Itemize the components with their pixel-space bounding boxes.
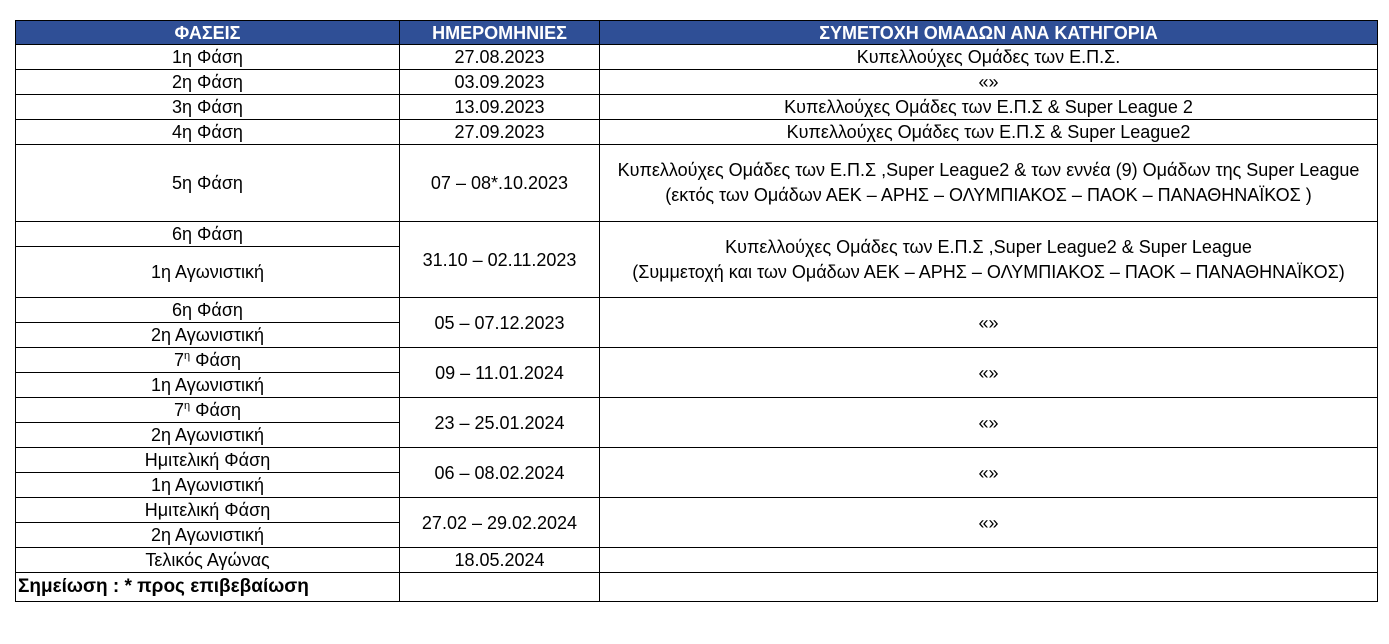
phase-cell: Τελικός Αγώνας	[16, 548, 400, 573]
date-cell: 05 – 07.12.2023	[400, 298, 600, 348]
phase-cell: 3η Φάση	[16, 95, 400, 120]
table-row	[16, 70, 1378, 95]
date-cell: 07 – 08*.10.2023	[400, 145, 600, 222]
table-row	[16, 45, 1378, 70]
empty-cell	[600, 573, 1378, 602]
note-row	[16, 573, 1378, 602]
note-text: Σημείωση : * προς επιβεβαίωση	[16, 573, 400, 602]
table-row	[16, 145, 1378, 222]
participation-cell: «»	[600, 298, 1378, 348]
header-dates: ΗΜΕΡΟΜΗΝΙΕΣ	[400, 21, 600, 45]
date-cell: 27.02 – 29.02.2024	[400, 498, 600, 548]
participation-cell: «»	[600, 448, 1378, 498]
date-cell: 31.10 – 02.11.2023	[400, 222, 600, 298]
phase-cell: 4η Φάση	[16, 120, 400, 145]
phase-cell: 6η Φάση	[16, 298, 400, 323]
round-cell: 1η Αγωνιστική	[16, 247, 400, 298]
table-row	[16, 222, 1378, 247]
header-phases: ΦΑΣΕΙΣ	[16, 21, 400, 45]
participation-line: (Συμμετοχή και των Ομάδων ΑΕΚ – ΑΡΗΣ – ΟΛΥΜΠΙΑΚΟΣ – ΠΑΟΚ – ΠΑΝΑΘΗΝΑΪΚΟΣ)	[632, 261, 1345, 282]
participation-cell: «»	[600, 498, 1378, 548]
participation-cell: «»	[600, 348, 1378, 398]
phase-cell: 2η Φάση	[16, 70, 400, 95]
header-row	[16, 21, 1378, 45]
participation-cell: «»	[600, 70, 1378, 95]
round-cell: 2η Αγωνιστική	[16, 323, 400, 348]
empty-cell	[400, 573, 600, 602]
phase-cell: 5η Φάση	[16, 145, 400, 222]
date-cell: 03.09.2023	[400, 70, 600, 95]
date-cell: 13.09.2023	[400, 95, 600, 120]
participation-cell: Κυπελλούχες Ομάδες των Ε.Π.Σ & Super League 2	[600, 95, 1378, 120]
round-cell: 1η Αγωνιστική	[16, 473, 400, 498]
phase-cell: Ημιτελική Φάση	[16, 498, 400, 523]
participation-cell	[600, 548, 1378, 573]
participation-cell: «»	[600, 398, 1378, 448]
date-cell: 27.08.2023	[400, 45, 600, 70]
phase-cell: $7^\eta$ Φάση	[16, 348, 400, 373]
round-cell: 2η Αγωνιστική	[16, 523, 400, 548]
schedule-table	[15, 20, 1378, 602]
table-row	[16, 120, 1378, 145]
phase-cell: 1η Φάση	[16, 45, 400, 70]
participation-cell: Κυπελλούχες Ομάδες των Ε.Π.Σ.	[600, 45, 1378, 70]
table-row	[16, 448, 1378, 473]
table-row	[16, 548, 1378, 573]
table-row	[16, 298, 1378, 323]
phase-cell: Ημιτελική Φάση	[16, 448, 400, 473]
date-cell: 09 – 11.01.2024	[400, 348, 600, 398]
round-cell: 1η Αγωνιστική	[16, 373, 400, 398]
table-row	[16, 398, 1378, 423]
header-participation: ΣΥΜΕΤΟΧΗ ΟΜΑΔΩΝ ΑΝΑ ΚΑΤΗΓΟΡΙΑ	[600, 21, 1378, 45]
date-cell: 18.05.2024	[400, 548, 600, 573]
date-cell: 06 – 08.02.2024	[400, 448, 600, 498]
round-cell: 2η Αγωνιστική	[16, 423, 400, 448]
date-cell: 23 – 25.01.2024	[400, 398, 600, 448]
participation-cell: Κυπελλούχες Ομάδες των Ε.Π.Σ ,Super League2 & των εννέα (9) Ομάδων της Super League (εκτός των Ομάδων ΑΕΚ – ΑΡΗΣ – ΟΛΥΜΠΙΑΚΟΣ – ΠΑΟΚ – ΠΑΝΑΘΗΝΑΪΚΟΣ )	[600, 145, 1378, 222]
participation-line: Κυπελλούχες Ομάδες των Ε.Π.Σ ,Super League2 & Super League	[725, 236, 1252, 257]
table-row	[16, 348, 1378, 373]
table-row	[16, 498, 1378, 523]
phase-cell: 6η Φάση	[16, 222, 400, 247]
table-row	[16, 95, 1378, 120]
phase-cell: $7^\eta$ Φάση	[16, 398, 400, 423]
date-cell: 27.09.2023	[400, 120, 600, 145]
participation-cell: Κυπελλούχες Ομάδες των Ε.Π.Σ & Super League2	[600, 120, 1378, 145]
participation-cell	[600, 222, 1378, 298]
